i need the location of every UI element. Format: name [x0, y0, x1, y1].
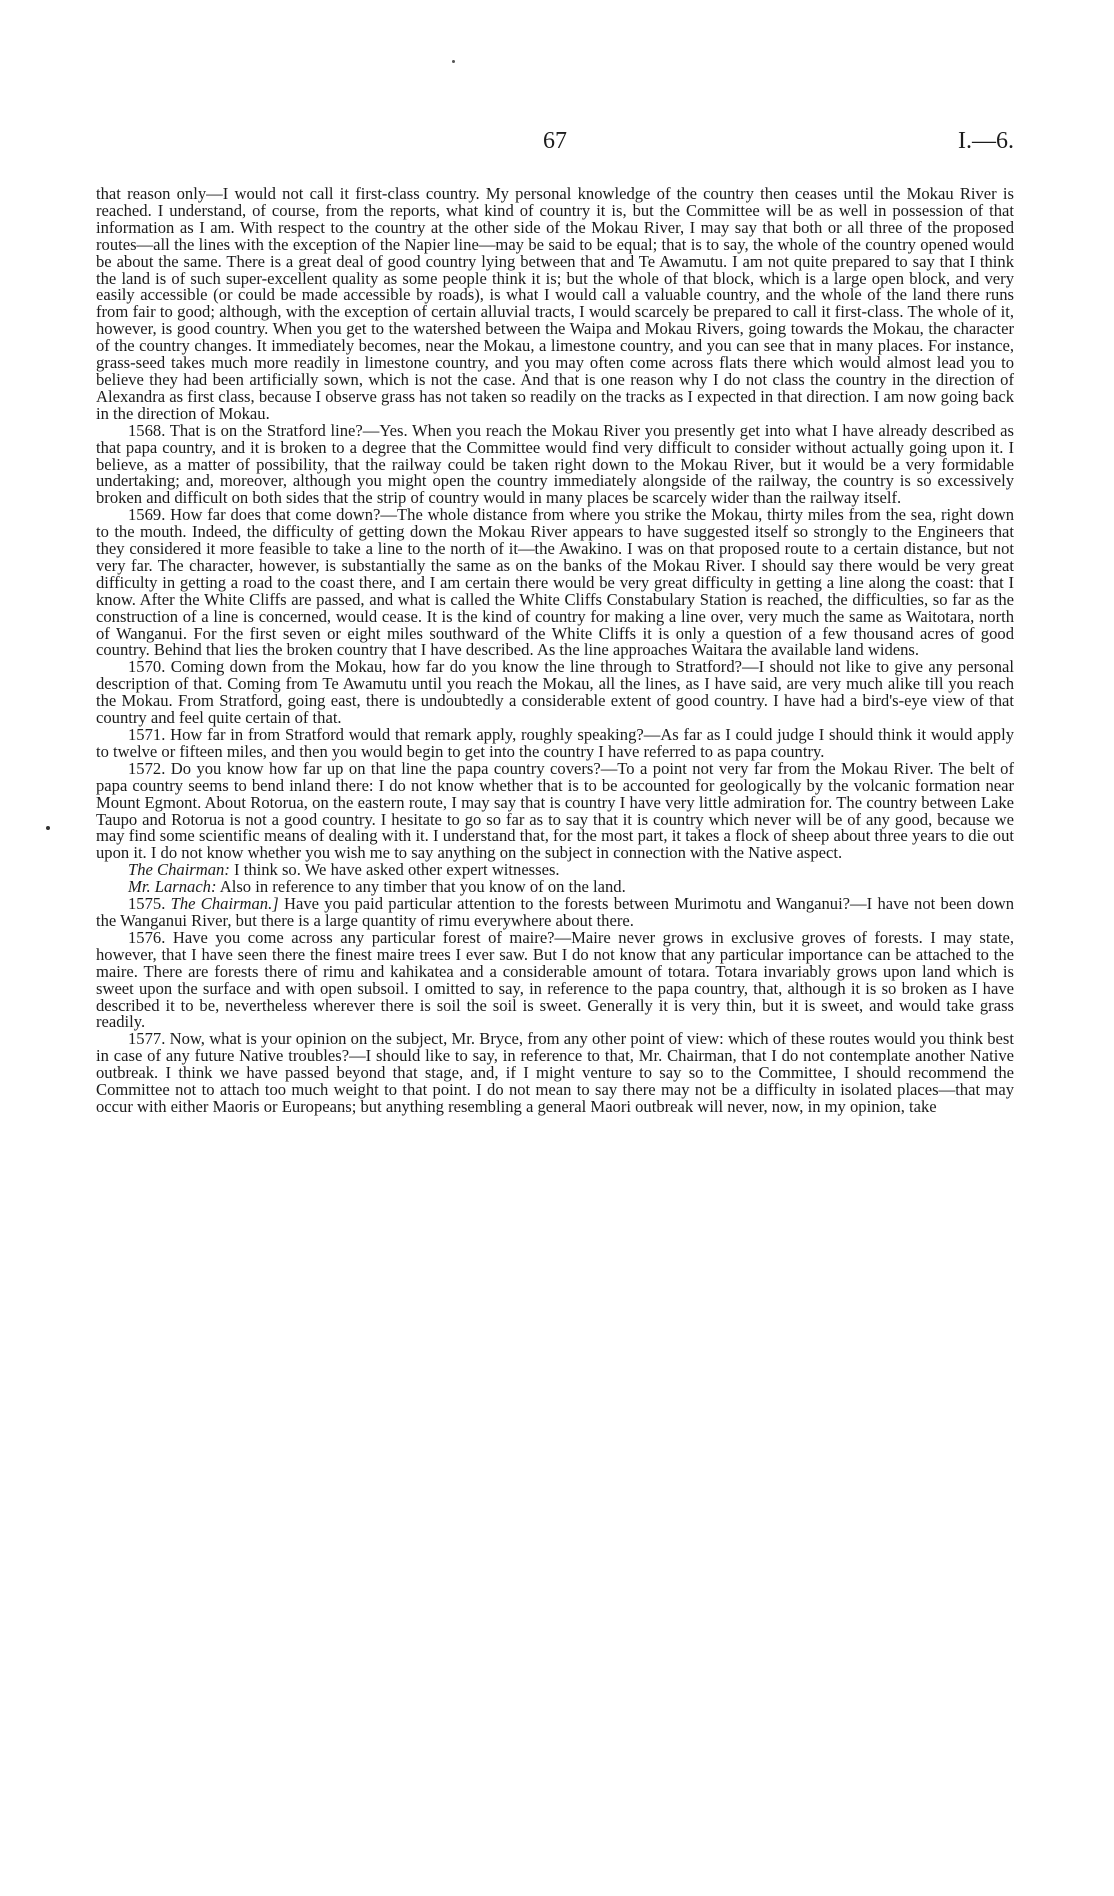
question-number: 1569.: [128, 505, 166, 525]
paragraph-text: Do you know how far up on that line the papa country covers?—To a point not very far from the Mokau River. The belt of papa country seems to bend inland there: I do not know whether that is to be accounted for geologically by the volcanic formation near Mount Egmont. About Rotorua, on the eastern route, I may say that is country I have very little admiration for. The country between Lake Taupo and Rotorua is not a good country. I hesitate to go so far as to say that it is country which never will be of any good, because we may find some scientific means of dealing with it. I understand that, for the most part, it takes a flock of sheep about three years to die out upon it. I do not know whether you wish me to say anything on the subject in connection with the Native aspect.: [96, 758, 1014, 863]
paragraph-text: How far does that come down?—The whole distance from where you strike the Mokau, thirty miles from the sea, right down to the mouth. Indeed, the difficulty of getting down the Mokau River appears to have suggested itself so strongly to the Engineers that they considered it more feasible to take a line to the north of it—the Awakino. I was on that proposed route to a certain distance, but not very far. The character, however, is substantially the same as on the banks of the Mokau River. I should say there would be very great difficulty in getting a road to the coast there, and I am certain there would be very great difficulty in getting a line along the coast: that I know. After the White Cliffs are passed, and what is called the White Cliffs Constabulary Station is reached, the difficulties, so far as the construction of a line is concerned, would cease. It is the kind of country for making a line over, very much the same as Waitotara, north of Wanganui. For the first seven or eight miles southward of the White Cliffs it is only a question of a few thousand acres of good country. Behind that lies the broken country that I have described. As the line approaches Waitara the available land widens.: [96, 505, 1014, 660]
margin-mark: [46, 826, 50, 830]
question-1571: [96, 727, 1014, 761]
body-text: [96, 186, 1014, 1116]
paragraph-continuation: [96, 186, 1014, 423]
question-1576: [96, 927, 1014, 1032]
paragraph-text: I think so. We have asked other expert witnesses.: [234, 860, 560, 880]
question-number: 1577.: [128, 1029, 166, 1049]
question-number: 1576.: [128, 927, 166, 947]
page-number: 67: [543, 128, 567, 154]
paragraph-text: How far in from Stratford would that remark apply, roughly speaking?—As far as I could judge I should think it would apply to twelve or fifteen miles, and then you would begin to get into the country I have referred to as papa country.: [96, 725, 1015, 761]
paragraph-text: Have you come across any particular forest of maire?—Maire never grows in exclusive groves of forests. I may state, however, that I have seen there the finest maire trees I ever saw. But I do not know that any particular importance can be attached to the maire. There are forests there of rimu and kahikatea and a considerable amount of totara. Totara invariably grows upon land which is sweet upon the surface and with open subsoil. I omitted to say, in reference to the papa country, that, although it is so broken as I have described it to be, nevertheless wherever there is soil the soil is sweet. Generally it is very thin, but it is sweet, and would take grass readily.: [96, 927, 1014, 1032]
question-number: 1570.: [128, 657, 166, 677]
question-1570: [96, 659, 1014, 727]
print-speck: [452, 60, 455, 63]
paragraph-text: Now, what is your opinion on the subject, Mr. Bryce, from any other point of view: which of these routes would you think best in case of any future Native troubles?—I should like to say, in reference to that, Mr. Chairman, that I do not contemplate another Native outbreak. I think we have passed beyond that stage, and, if I might venture to say so to the Committee, I should recommend the Committee not to attach too much weight to that point. I do not mean to say there may not be a difficulty in isolated places—that may occur with either Maoris or Europeans; but anything resembling a general Maori outbreak will never, now, in my opinion, take: [96, 1029, 1014, 1116]
question-number: 1571.: [128, 725, 166, 744]
speaker-name: The Chairman:: [128, 860, 230, 880]
page-header: [96, 128, 1014, 164]
paragraph-text: Have you paid particular attention to the forests between Murimotu and Wanganui?—I have not been down the Wanganui River, but there is a large quantity of rimu everywhere about there.: [96, 894, 1015, 930]
paragraph-text: that reason only—I would not call it first-class country. My personal knowledge of the country then ceases until the Mokau River is reached. I understand, of course, from the reports, what kind of country it is, but the Committee will be as well in possession of that information as I am. With respect to the country at the other side of the Mokau River, I may say that both or all three of the proposed routes—all the lines with the exception of the Napier line—may be said to be equal; that is to say, the whole of the country opened would be about the same. There is a great deal of good country lying between that and Te Awamutu. I am not quite prepared to say that I think the land is of such super-excellent quality as some people think it is; but the whole of that block, which is a large open block, and very easily accessible (or could be made accessible by roads), is what I would call a valuable country, and the whole of the land there runs from fair to good; although, with the exception of certain alluvial tracts, I would scarcely be prepared to call it first-class. The whole of it, however, is good country. When you get to the watershed between the Waipa and Mokau Rivers, going towards the Mokau, the character of the country changes. It immediately becomes, near the Mokau, a limestone country, and you can see that in many places. For instance, grass-seed takes much more readily in limestone country, and you may often come across flats there which would almost lead you to believe they had been artificially sown, which is not the case. And that is one reason why I do not class the country in the direction of Alexandra as first class, because I observe grass has not taken so readily on the tracks as I expected in that direction. I am now going back in the direction of Mokau.: [96, 184, 1014, 423]
question-number: 1575.: [128, 894, 166, 914]
paragraph-text: Coming down from the Mokau, how far do you know the line through to Stratford?—I should not like to give any personal description of that. Coming from Te Awamutu until you reach the Mokau, all the lines, as I have said, are very much alike till you reach the Mokau. From Stratford, going east, there is undoubtedly a considerable extent of good country. I have had a bird's-eye view of that country and feel quite certain of that.: [96, 657, 1014, 728]
speaker-name: Mr. Larnach:: [128, 877, 217, 897]
question-1568: [96, 420, 1014, 508]
speaker-name: The Chairman.]: [170, 894, 279, 914]
question-number: 1572.: [128, 758, 166, 778]
paper-reference: I.—6.: [958, 128, 1014, 154]
paragraph-text: That is on the Stratford line?—Yes. When you reach the Mokau River you presently get into what I have already described as that papa country, and it is broken to a degree that the Committee would find very difficult to consider without actually going upon it. I believe, as a matter of possibility, that the railway could be taken right down to the Mokau River, but it would be a very formidable undertaking; and, moreover, although you might open the country immediately alongside of the railway, the country is so excessively broken and difficult on both sides that the strip of country would in many places be scarcely wider than the railway itself.: [96, 420, 1014, 508]
paragraph-text: Also in reference to any timber that you know of on the land.: [219, 877, 626, 897]
question-1575: [96, 896, 1014, 930]
question-1577: [96, 1031, 1014, 1116]
question-number: 1568.: [128, 420, 166, 440]
question-1569: [96, 507, 1014, 659]
question-1572: [96, 758, 1014, 863]
